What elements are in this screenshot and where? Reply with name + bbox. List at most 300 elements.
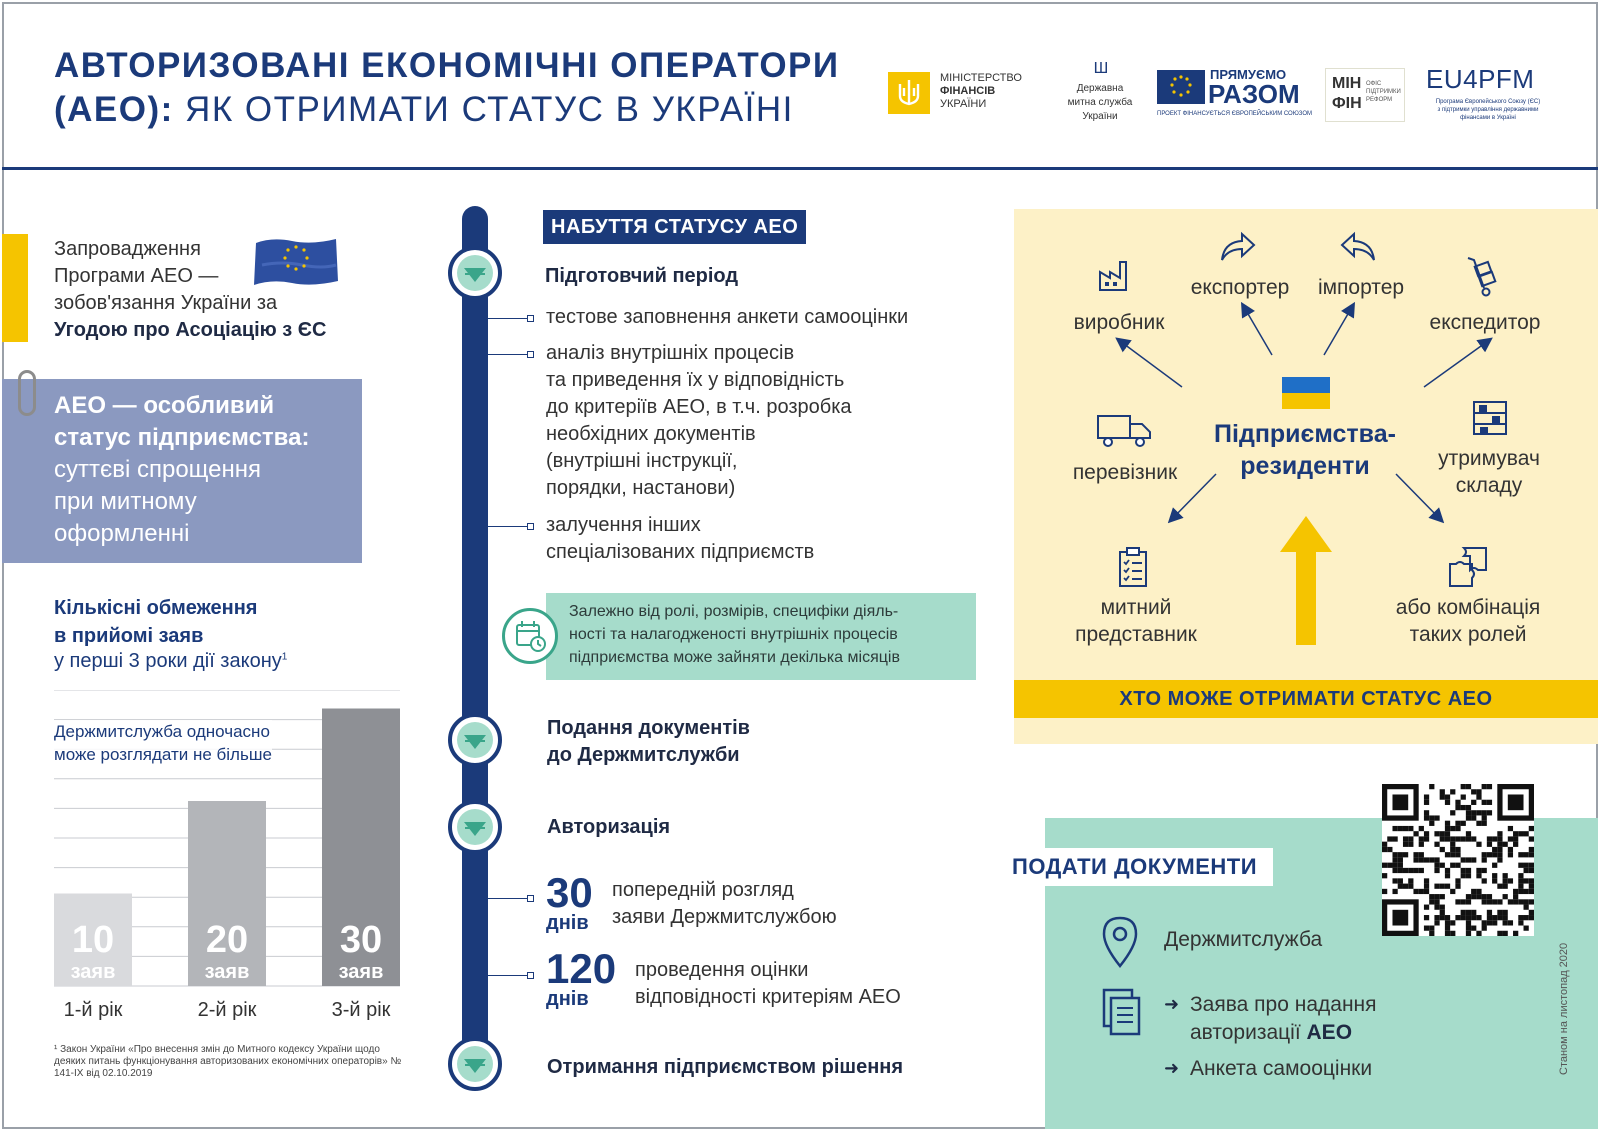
qr-module xyxy=(1429,931,1434,936)
customs-line1: Державна xyxy=(1076,83,1124,94)
qr-module xyxy=(1524,915,1529,920)
qr-module xyxy=(1424,794,1429,799)
qr-module xyxy=(1482,821,1487,826)
role-customs-representative xyxy=(1066,594,1206,648)
qr-module xyxy=(1419,826,1424,831)
qr-module xyxy=(1387,847,1392,852)
qr-module xyxy=(1503,884,1508,889)
qr-module xyxy=(1398,878,1403,883)
qr-module xyxy=(1492,847,1497,852)
qr-module xyxy=(1497,842,1502,847)
qr-module xyxy=(1482,852,1487,857)
qr-module xyxy=(1466,815,1471,820)
qr-module xyxy=(1524,889,1529,894)
qr-module xyxy=(1466,910,1471,915)
qr-module xyxy=(1461,857,1466,862)
title-rest: ЯК ОТРИМАТИ СТАТУС В УКРАЇНІ xyxy=(185,90,794,129)
qr-module xyxy=(1403,836,1408,841)
qr-module xyxy=(1476,894,1481,899)
aeo-bold2: статус підприємства: xyxy=(54,424,310,451)
qr-module xyxy=(1487,852,1492,857)
qr-module xyxy=(1424,905,1429,910)
qr-module xyxy=(1455,826,1460,831)
qr-module xyxy=(1513,899,1518,904)
qr-module xyxy=(1440,915,1445,920)
role-combination xyxy=(1380,594,1556,648)
qr-module xyxy=(1466,784,1471,789)
qr-module xyxy=(1440,863,1445,868)
qr-module xyxy=(1392,878,1397,883)
qr-module xyxy=(1450,920,1455,925)
qr-module xyxy=(1398,826,1403,831)
qr-module xyxy=(1450,847,1455,852)
timeline-node-4 xyxy=(448,1037,502,1091)
role-warehouse-line1: утримувач xyxy=(1438,447,1540,470)
qr-module xyxy=(1503,915,1508,920)
title-abbrev: (АЕО): xyxy=(54,90,174,129)
qr-module xyxy=(1450,889,1455,894)
qr-module xyxy=(1503,878,1508,883)
intro-line4: Угодою про Асоціацію з ЄС xyxy=(54,319,327,341)
tick-2 xyxy=(488,354,530,355)
intro-line1: Запровадження xyxy=(54,238,201,260)
qr-module xyxy=(1392,889,1397,894)
qr-module xyxy=(1466,836,1471,841)
qr-module xyxy=(1466,873,1471,878)
intro-line3: зобов'язання України за xyxy=(54,292,278,314)
eu-stars-logo-icon xyxy=(1157,70,1205,104)
qr-module xyxy=(1487,899,1492,904)
hand-truck-icon xyxy=(1462,254,1502,298)
qr-module xyxy=(1424,831,1429,836)
arrow-bullet-icon: ➜ xyxy=(1164,994,1180,1014)
step-authorization-title: Авторизація xyxy=(547,816,671,838)
role-producer: виробник xyxy=(1073,311,1165,334)
qr-module xyxy=(1482,868,1487,873)
qr-module xyxy=(1482,784,1487,789)
tick-3 xyxy=(488,526,530,527)
qr-module xyxy=(1497,831,1502,836)
qr-module xyxy=(1461,794,1466,799)
up-arrow-icon xyxy=(1280,516,1332,552)
qr-module xyxy=(1476,931,1481,936)
role-importer: імпортер xyxy=(1317,276,1405,299)
eu4pfm-sub1: Програма Європейського Союзу (ЄС) xyxy=(1435,99,1541,105)
qr-module xyxy=(1419,857,1424,862)
submit-badge: ПОДАТИ ДОКУМЕНТИ xyxy=(1006,848,1273,886)
resident-enterprises-title xyxy=(1200,418,1410,482)
qr-module xyxy=(1471,926,1476,931)
qr-module xyxy=(1429,815,1434,820)
documents-icon xyxy=(1100,986,1144,1038)
qr-module xyxy=(1466,894,1471,899)
role-carrier: перевізник xyxy=(1072,461,1178,484)
submit-doc-2: Анкета самооцінки xyxy=(1190,1057,1373,1080)
qr-module xyxy=(1440,847,1445,852)
auth-days-120: 120 xyxy=(546,945,617,992)
minfin-line3: УКРАЇНИ xyxy=(940,98,987,110)
qr-module xyxy=(1529,910,1534,915)
qr-module xyxy=(1482,899,1487,904)
qr-module xyxy=(1455,821,1460,826)
qr-module xyxy=(1466,868,1471,873)
qr-module xyxy=(1434,842,1439,847)
location-pin-icon xyxy=(1100,914,1140,970)
ukraine-flag-icon-lower xyxy=(1282,393,1330,409)
chart-category-label: 1-й рік xyxy=(63,999,123,1021)
duration-note-text: Залежно від ролі, розмірів, специфіки діяль- ності та налагодженості внутрішніх процесів підприємства може зайняти декілька місяців xyxy=(569,603,900,666)
qr-module xyxy=(1419,842,1424,847)
qr-module xyxy=(1455,915,1460,920)
qr-module xyxy=(1440,910,1445,915)
qr-module xyxy=(1487,810,1492,815)
share-forward-icon xyxy=(1218,230,1258,266)
qr-module xyxy=(1408,868,1413,873)
qr-module xyxy=(1429,899,1434,904)
qr-module xyxy=(1482,894,1487,899)
qr-module xyxy=(1445,826,1450,831)
qr-module xyxy=(1461,899,1466,904)
limits-title2: в прийомі заяв xyxy=(54,625,204,647)
qr-module xyxy=(1445,836,1450,841)
qr-module xyxy=(1482,878,1487,883)
qr-module xyxy=(1476,868,1481,873)
clipboard-checklist-icon xyxy=(1114,546,1158,590)
submit-where: Держмитслужба xyxy=(1164,928,1323,951)
qr-module xyxy=(1524,852,1529,857)
chart-bar-unit: заяв xyxy=(338,961,384,983)
qr-module xyxy=(1424,889,1429,894)
qr-module xyxy=(1518,899,1523,904)
page-title: АВТОРИЗОВАНІ ЕКОНОМІЧНІ ОПЕРАТОРИ xyxy=(54,46,840,85)
qr-module xyxy=(1398,868,1403,873)
step-submit-line2: до Держмитслужби xyxy=(547,744,740,766)
qr-module xyxy=(1413,868,1418,873)
qr-module xyxy=(1518,863,1523,868)
qr-module xyxy=(1450,931,1455,936)
qr-module xyxy=(1471,810,1476,815)
auth-step-1-text xyxy=(612,877,837,931)
customs-line3: України xyxy=(1082,111,1118,122)
aeo-bold1: АЕО — особливий xyxy=(54,392,275,419)
auth-days-30-unit: днів xyxy=(546,912,589,934)
qr-module xyxy=(1518,889,1523,894)
role-warehouse-line2: складу xyxy=(1455,474,1523,497)
qr-module xyxy=(1524,926,1529,931)
qr-module xyxy=(1518,920,1523,925)
qr-module xyxy=(1524,905,1529,910)
qr-module xyxy=(1466,805,1471,810)
qr-module xyxy=(1440,905,1445,910)
qr-module xyxy=(1503,920,1508,925)
qr-module xyxy=(1445,794,1450,799)
qr-module xyxy=(1529,863,1534,868)
eu4pfm-sub xyxy=(1426,98,1550,122)
qr-module xyxy=(1403,826,1408,831)
qr-module xyxy=(1445,821,1450,826)
header-divider xyxy=(2,167,1598,170)
qr-module xyxy=(1429,784,1434,789)
qr-module xyxy=(1445,884,1450,889)
qr-module xyxy=(1487,800,1492,805)
qr-module xyxy=(1450,810,1455,815)
qr-module xyxy=(1492,873,1497,878)
qr-module xyxy=(1476,789,1481,794)
aeo-line3: суттєві спрощення xyxy=(54,456,261,483)
qr-module xyxy=(1492,878,1497,883)
qr-module xyxy=(1461,784,1466,789)
qr-module xyxy=(1429,894,1434,899)
qr-module xyxy=(1455,800,1460,805)
qr-module xyxy=(1387,836,1392,841)
puzzle-icon xyxy=(1446,544,1490,590)
submit-doc-1 xyxy=(1190,991,1377,1047)
qr-module xyxy=(1529,884,1534,889)
qr-module xyxy=(1450,836,1455,841)
qr-module xyxy=(1529,847,1534,852)
center-line2: резиденти xyxy=(1240,452,1370,480)
chart-bar-value: 10 xyxy=(71,919,115,961)
auth-step-1-line1: попередній розгляд xyxy=(612,879,794,901)
qr-module xyxy=(1455,852,1460,857)
limits-title1: Кількісні обмеження xyxy=(54,597,258,619)
qr-module xyxy=(1419,836,1424,841)
qr-module xyxy=(1424,884,1429,889)
minfin-office-sub2: ПІДТРИМКИ xyxy=(1366,89,1401,95)
qr-module xyxy=(1518,915,1523,920)
minfin-office-a: МІН xyxy=(1332,75,1362,92)
qr-module xyxy=(1413,831,1418,836)
qr-module xyxy=(1455,884,1460,889)
qr-module xyxy=(1382,889,1387,894)
auth-step-2-text xyxy=(635,957,901,1011)
submit-doc-1-bold: АЕО xyxy=(1306,1021,1353,1044)
qr-module xyxy=(1408,836,1413,841)
qr-module xyxy=(1503,873,1508,878)
razom-top: ПРЯМУЄМО xyxy=(1210,67,1287,82)
qr-module xyxy=(1450,863,1455,868)
qr-module xyxy=(1403,852,1408,857)
qr-module xyxy=(1497,857,1502,862)
qr-module xyxy=(1476,915,1481,920)
customs-logo-text xyxy=(1060,82,1140,124)
qr-module xyxy=(1434,920,1439,925)
qr-module xyxy=(1476,810,1481,815)
reply-back-icon xyxy=(1338,230,1378,266)
qr-module xyxy=(1434,857,1439,862)
qr-module xyxy=(1424,810,1429,815)
qr-module xyxy=(1524,831,1529,836)
qr-module xyxy=(1403,884,1408,889)
qr-module xyxy=(1455,863,1460,868)
role-combination-line2: таких ролей xyxy=(1409,623,1527,646)
qr-module xyxy=(1503,910,1508,915)
qr-module xyxy=(1434,863,1439,868)
minfin-line1: МІНІСТЕРСТВО xyxy=(940,72,1022,84)
qr-module xyxy=(1461,910,1466,915)
download-arrow-icon xyxy=(457,255,493,291)
qr-module xyxy=(1440,789,1445,794)
auth-step-1-line2: заяви Держмитслужбою xyxy=(612,906,837,928)
ukraine-flag-icon xyxy=(1282,377,1330,393)
chart-bar-unit: заяв xyxy=(70,961,116,983)
timeline-node-3 xyxy=(448,800,502,854)
qr-module xyxy=(1434,815,1439,820)
qr-module xyxy=(1445,868,1450,873)
chart-bar-value: 30 xyxy=(339,919,383,961)
qr-module xyxy=(1518,873,1523,878)
qr-module xyxy=(1403,842,1408,847)
qr-module xyxy=(1518,878,1523,883)
qr-module xyxy=(1461,915,1466,920)
intro-line2: Програми АЕО — xyxy=(54,265,219,287)
qr-module xyxy=(1466,926,1471,931)
qr-module xyxy=(1476,842,1481,847)
qr-module xyxy=(1434,831,1439,836)
role-warehouse-keeper xyxy=(1424,445,1554,499)
qr-module xyxy=(1529,878,1534,883)
qr-module xyxy=(1508,878,1513,883)
qr-module xyxy=(1471,889,1476,894)
minfin-office-sub xyxy=(1366,80,1401,104)
qr-module xyxy=(1518,831,1523,836)
qr-module xyxy=(1413,857,1418,862)
qr-module xyxy=(1403,868,1408,873)
qr-module xyxy=(1471,836,1476,841)
qr-module xyxy=(1434,884,1439,889)
qr-module xyxy=(1398,863,1403,868)
qr-module xyxy=(1461,868,1466,873)
qr-module xyxy=(1382,847,1387,852)
qr-module xyxy=(1424,878,1429,883)
paperclip-icon xyxy=(18,370,36,416)
who-band-title: ХТО МОЖЕ ОТРИМАТИ СТАТУС АЕО xyxy=(1119,688,1493,710)
aeo-definition-text xyxy=(54,390,354,550)
qr-module xyxy=(1419,868,1424,873)
qr-module xyxy=(1461,805,1466,810)
warehouse-shelves-icon xyxy=(1470,398,1510,438)
qr-finder xyxy=(1392,910,1408,926)
qr-module xyxy=(1487,842,1492,847)
minfin-office-b: ФІН xyxy=(1332,95,1362,112)
qr-module xyxy=(1471,910,1476,915)
qr-module xyxy=(1424,800,1429,805)
qr-module xyxy=(1524,899,1529,904)
qr-module xyxy=(1434,899,1439,904)
qr-module xyxy=(1445,926,1450,931)
qr-module xyxy=(1461,836,1466,841)
auth-days-30: 30 xyxy=(546,869,593,916)
qr-module xyxy=(1482,926,1487,931)
qr-module xyxy=(1492,920,1497,925)
qr-module xyxy=(1492,899,1497,904)
razom-main: РАЗОМ xyxy=(1208,79,1300,109)
qr-module xyxy=(1440,884,1445,889)
qr-module xyxy=(1508,920,1513,925)
qr-module xyxy=(1497,852,1502,857)
qr-finder xyxy=(1508,794,1524,810)
qr-module xyxy=(1398,884,1403,889)
qr-module xyxy=(1513,831,1518,836)
qr-module xyxy=(1508,899,1513,904)
limits-subtitle-text: у перші 3 роки дії закону xyxy=(54,650,282,672)
download-arrow-icon xyxy=(457,809,493,845)
role-customs-line2: представник xyxy=(1075,623,1197,646)
qr-module xyxy=(1424,857,1429,862)
chart-category-label: 2-й рік xyxy=(197,999,257,1021)
timeline-rail xyxy=(462,206,488,1066)
qr-module xyxy=(1440,836,1445,841)
qr-module xyxy=(1466,857,1471,862)
qr-module xyxy=(1445,831,1450,836)
auth-days-120-unit: днів xyxy=(546,988,589,1010)
tick-4 xyxy=(488,898,530,899)
tick-1 xyxy=(488,318,530,319)
prep-item-3: залучення інших спеціалізованих підприємств xyxy=(546,514,815,563)
minfin-office-sub3: РЕФОРМ xyxy=(1366,97,1393,103)
chart-bar-value: 20 xyxy=(205,919,249,961)
qr-module xyxy=(1445,852,1450,857)
qr-module xyxy=(1434,868,1439,873)
qr-module xyxy=(1487,920,1492,925)
qr-module xyxy=(1487,836,1492,841)
qr-module xyxy=(1476,821,1481,826)
qr-module xyxy=(1429,857,1434,862)
qr-module xyxy=(1476,889,1481,894)
role-combination-line1: або комбінація xyxy=(1395,596,1541,619)
qr-module xyxy=(1513,842,1518,847)
qr-module xyxy=(1492,836,1497,841)
qr-module xyxy=(1482,800,1487,805)
customs-trident-icon: Ш xyxy=(1093,60,1109,77)
qr-module xyxy=(1471,800,1476,805)
footnote: ¹ Закон України «Про внесення змін до Митного кодексу України щодо деяких питань функціонування авторизованих економічних операторів» № 141-IX від 02.10.2019 xyxy=(54,1044,402,1079)
qr-module xyxy=(1455,899,1460,904)
qr-module xyxy=(1497,884,1502,889)
chart-bar-unit: заяв xyxy=(204,961,250,983)
timeline-node-2 xyxy=(448,713,502,767)
step-decision-title: Отримання підприємством рішення xyxy=(547,1056,904,1078)
qr-module xyxy=(1497,899,1502,904)
eu4pfm-sub3: фінансами в Україні xyxy=(1460,115,1516,121)
qr-module xyxy=(1429,821,1434,826)
razom-sub: ПРОЕКТ ФІНАНСУЄТЬСЯ ЄВРОПЕЙСЬКИМ СОЮЗОМ xyxy=(1157,111,1313,117)
chart-annotation-line2: може розглядати не більше xyxy=(54,745,272,764)
qr-module xyxy=(1445,920,1450,925)
prep-item-2: аналіз внутрішніх процесів та приведення їх у відповідність до критеріїв АЕО, в т.ч. розробка необхідних документів (внутрішні інструкції, порядки, настанови) xyxy=(546,342,852,499)
qr-module xyxy=(1508,836,1513,841)
qr-module xyxy=(1487,910,1492,915)
auth-step-2-line2: відповідності критеріям АЕО xyxy=(635,986,901,1008)
prep-item-1: тестове заповнення анкети самооцінки xyxy=(546,306,909,328)
qr-module xyxy=(1487,915,1492,920)
qr-module xyxy=(1471,789,1476,794)
qr-module xyxy=(1445,915,1450,920)
qr-code[interactable] xyxy=(1382,784,1534,936)
qr-module xyxy=(1471,915,1476,920)
download-arrow-icon xyxy=(457,722,493,758)
qr-module xyxy=(1487,894,1492,899)
calendar-clock-icon xyxy=(502,608,558,664)
qr-module xyxy=(1382,873,1387,878)
auth-step-2-line1: проведення оцінки xyxy=(635,959,809,981)
qr-module xyxy=(1513,889,1518,894)
arrow-bullet-icon: ➜ xyxy=(1164,1058,1180,1078)
qr-module xyxy=(1513,836,1518,841)
role-exporter: експортер xyxy=(1190,276,1290,299)
qr-module xyxy=(1455,836,1460,841)
truck-icon xyxy=(1096,410,1154,450)
